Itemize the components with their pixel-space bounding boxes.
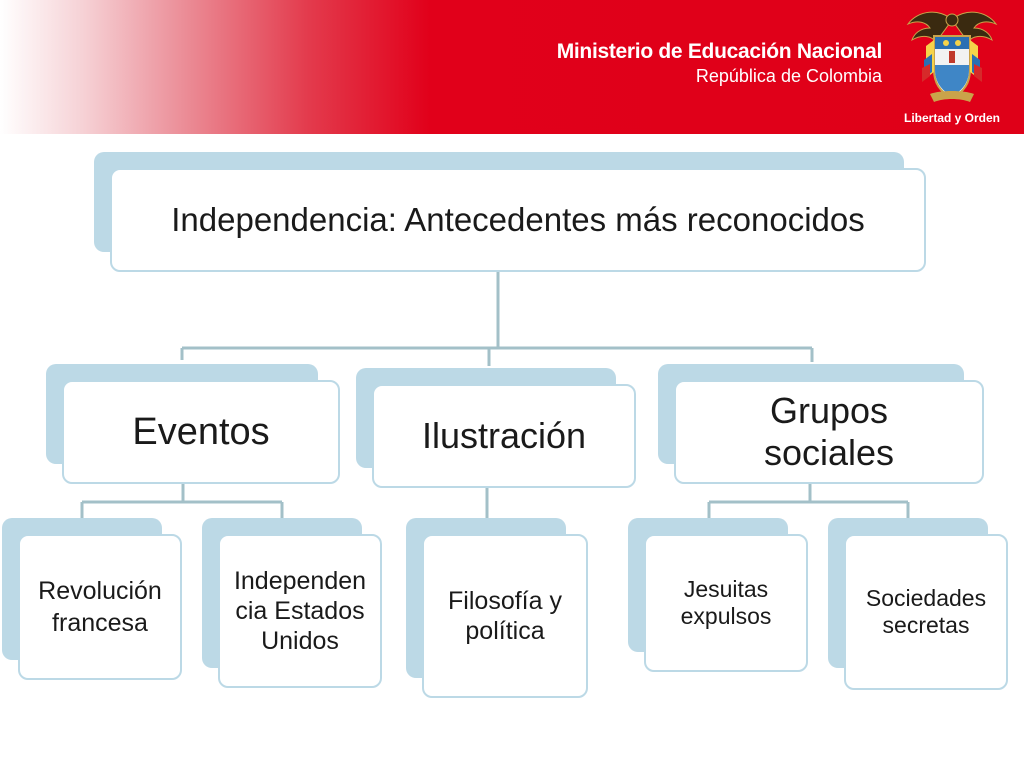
- node-filosofia-politica-label: Filosofía y política: [448, 587, 562, 645]
- node-independencia-estados-unidos-label: Independencia Estados Unidos: [233, 567, 367, 655]
- node-grupos-sociales-label: Grupos sociales: [763, 390, 895, 473]
- node-sociedades-secretas-label: Sociedades secretas: [865, 585, 987, 638]
- emblem-motto: Libertad y Orden: [903, 111, 1001, 125]
- node-jesuitas-expulsos-label: Jesuitas expulsos: [680, 576, 772, 629]
- node-ilustracion-label: Ilustración: [421, 415, 587, 456]
- node-eventos-label: Eventos: [132, 410, 270, 453]
- ministry-title: Ministerio de Educación Nacional: [556, 40, 882, 63]
- node-revolucion-francesa-label: Revolución francesa: [38, 577, 162, 637]
- ministry-subtitle: República de Colombia: [695, 66, 882, 86]
- node-root-label: Independencia: Antecedentes más reconocidos: [171, 201, 865, 238]
